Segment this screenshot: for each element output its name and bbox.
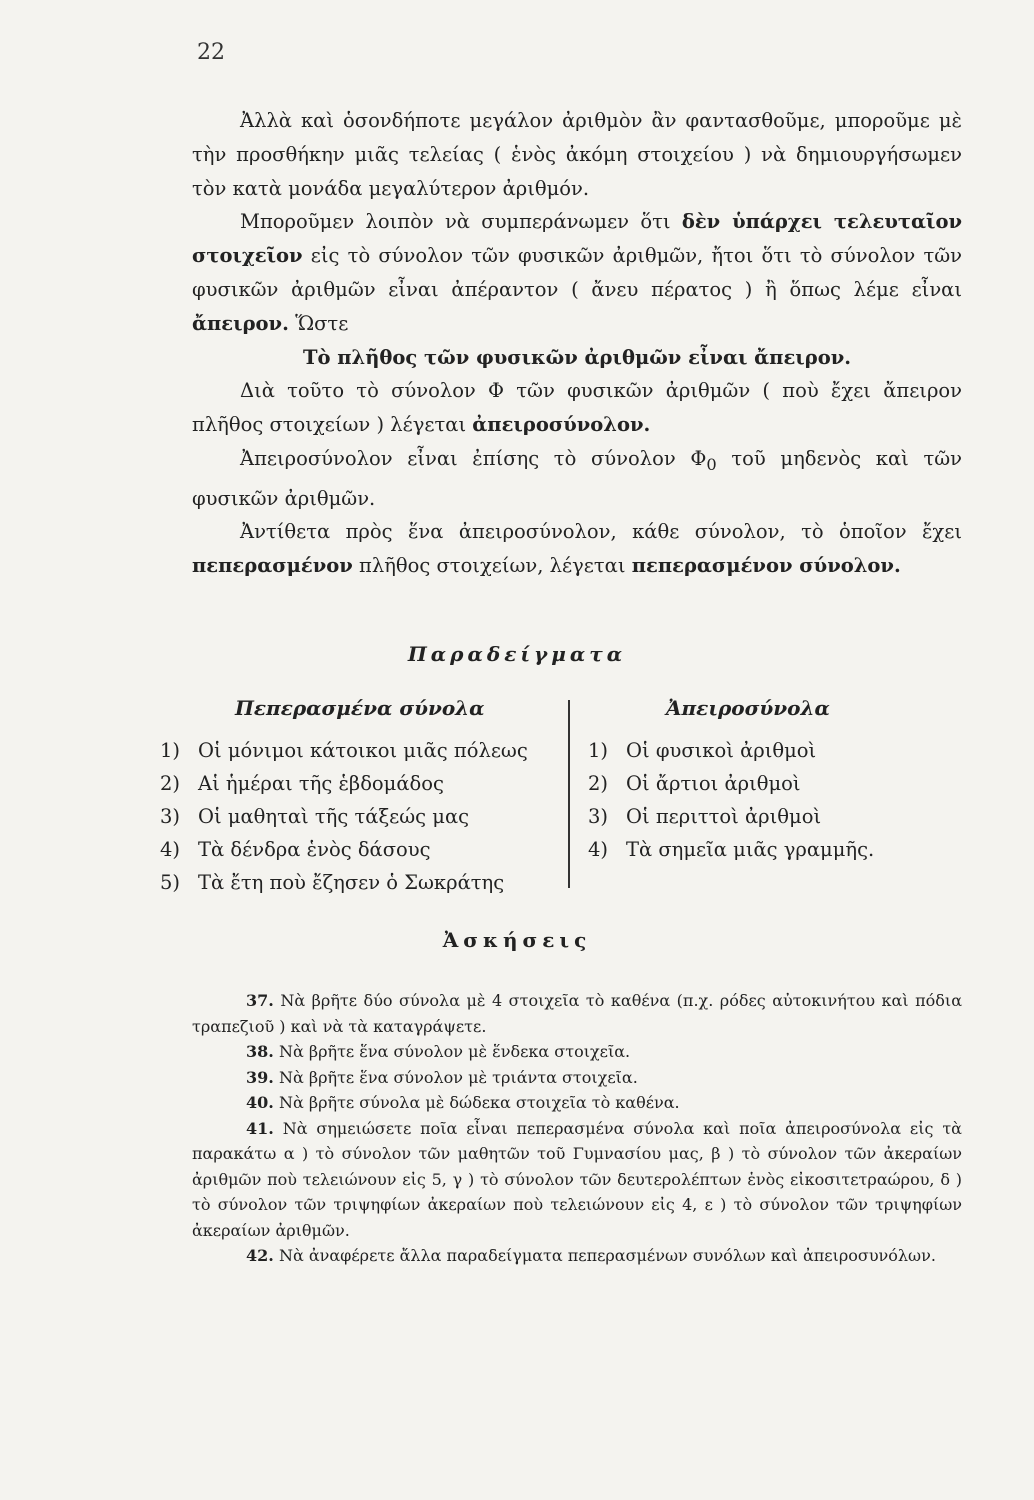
paragraph-3-statement: Τὸ πλῆθος τῶν φυσικῶν ἀριθμῶν εἶναι ἄπειρον. [302,345,852,369]
item-number: 4) [588,838,609,861]
list-item [160,734,528,767]
paragraph-1: Ἀλλὰ καὶ ὁσονδήποτε μεγάλον ἀριθμὸν ἂν φαντασθοῦμε, μποροῦμε μὲ τὴν προσθήκην μιᾶς τελείας ( ἑνὸς ἀκόμη στοιχείου ) νὰ δημιουργήσωμεν τὸν κατὰ μονάδα μεγαλύτερον ἀριθμόν. [192,109,962,200]
paragraph-5 [192,442,962,515]
p6-text-c: πλῆθος στοιχείων, λέγεται [359,554,626,578]
exercise-number: 40. [246,1093,274,1112]
exercise-item [192,1090,962,1116]
paragraph-4 [192,374,962,442]
item-number: 4) [160,838,181,861]
exercise-text: Νὰ ἀναφέρετε ἄλλα παραδείγματα πεπερασμένων συνόλων καὶ ἀπειροσυνόλων. [278,1246,936,1265]
exercise-text: Νὰ βρῆτε ἕνα σύνολον μὲ τριάντα στοιχεῖα. [278,1067,638,1087]
p2-text-a: Μποροῦμεν λοιπὸν νὰ συμπεράνωμεν ὅτι [240,210,671,234]
exercise-number: 41. [246,1118,274,1138]
p6-text-a: Ἀντίθετα πρὸς ἕνα ἀπειροσύνολον, κάθε σύνολον, τὸ ὁποῖον ἔχει [240,520,962,544]
p5-subscript: 0 [706,454,717,474]
exercise-text: Νὰ βρῆτε ἕνα σύνολον μὲ ἕνδεκα στοιχεῖα. [278,1042,631,1061]
item-text: Τὰ ἔτη ποὺ ἔζησεν ὁ Σωκράτης [198,871,505,894]
item-text: Οἱ μόνιμοι κάτοικοι μιᾶς πόλεως [198,739,528,762]
finite-sets-title: Πεπερασμένα σύνολα [235,696,485,720]
exercise-item [192,1039,962,1065]
paragraph-6 [192,515,962,583]
exercise-text: Νὰ βρῆτε σύνολα μὲ δώδεκα στοιχεῖα τὸ καθένα. [278,1093,680,1112]
item-number: 3) [588,805,609,828]
list-item [160,800,528,833]
examples-heading: Παραδείγματα [407,642,627,666]
list-item [588,800,874,833]
item-text: Οἱ ἄρτιοι ἀριθμοὶ [626,772,801,795]
item-text: Οἱ περιττοὶ ἀριθμοὶ [626,805,822,828]
p6-bold-b: πεπερασμένον [192,554,353,578]
exercise-number: 39. [246,1067,274,1087]
list-item [588,734,874,767]
item-text: Οἱ φυσικοὶ ἀριθμοὶ [626,739,817,762]
p6-bold-d: πεπερασμένον σύνολον. [631,554,901,578]
exercises-list [192,988,962,1269]
list-item [588,833,874,866]
item-text: Τὰ δένδρα ἑνὸς δάσους [198,838,431,861]
column-divider [568,700,570,888]
exercise-number: 38. [246,1042,274,1061]
exercise-item [192,1065,962,1091]
exercise-item [192,1243,962,1269]
item-text: Οἱ μαθηταὶ τῆς τάξεώς μας [198,805,470,828]
list-item [160,866,528,899]
list-item [588,767,874,800]
list-item [160,833,528,866]
p4-bold-b: ἀπειροσύνολον. [472,413,651,437]
finite-sets-list [160,734,528,899]
exercise-item [192,988,962,1039]
exercise-text: Νὰ βρῆτε δύο σύνολα μὲ 4 στοιχεῖα τὸ καθένα (π.χ. ρόδες αὐτοκινήτου καὶ πόδια τραπεζιοῦ ) καὶ νὰ τὰ καταγράψετε. [192,991,962,1036]
exercise-number: 42. [246,1246,274,1265]
item-number: 3) [160,805,181,828]
paragraph-2 [192,205,962,340]
item-number: 1) [588,739,609,762]
p2-text-c: εἰς τὸ σύνολον τῶν φυσικῶν ἀριθμῶν, ἤτοι ὅτι τὸ σύνολον τῶν φυσικῶν ἀριθμῶν εἶναι ἀπέραντον ( ἄνευ πέρατος ) ἢ ὅπως λέμε εἶναι [192,244,963,301]
item-number: 2) [588,772,609,795]
p2-bold-a: δὲν ὑπάρχει τελευταῖον στοιχεῖον [192,210,962,268]
item-number: 1) [160,739,181,762]
item-number: 2) [160,772,181,795]
p2-text-e: Ὥστε [295,311,349,335]
item-number: 5) [160,871,181,894]
main-text [192,104,962,583]
exercise-text: Νὰ σημειώσετε ποῖα εἶναι πεπερασμένα σύνολα καὶ ποῖα ἀπειροσύνολα εἰς τὰ παρακάτω α ) τὸ σύνολον τῶν μαθητῶν τοῦ Γυμνασίου μας, β ) τὸ σύνολον τῶν ἀκεραίων ἀριθμῶν ποὺ τελειώνουν εἰς 5, γ ) τὸ σύνολον τῶν δευτερολέπτων ἑνὸς εἰκοσιτετραώρου, δ ) τὸ σύνολον τῶν τριψηφίων ἀκεραίων ποὺ τελειώνουν εἰς 4, ε ) τὸ σύνολον τῶν τριψηφίων ἀκεραίων ἀριθμῶν. [192,1118,962,1240]
p5-text-a: Ἀπειροσύνολον εἶναι ἐπίσης τὸ σύνολον Φ [240,446,707,470]
exercise-number: 37. [246,991,274,1010]
item-text: Τὰ σημεῖα μιᾶς γραμμῆς. [626,838,875,861]
p4-text-a: Διὰ τοῦτο τὸ σύνολον Φ τῶν φυσικῶν ἀριθμῶν ( ποὺ ἔχει ἄπειρον πλῆθος στοιχείων ) λέγεται [192,379,962,437]
p5-text-b: τοῦ μηδενὸς καὶ τῶν φυσικῶν ἀριθμῶν. [192,446,962,510]
exercises-heading: Ἀσκήσεις [442,928,592,952]
page-number: 22 [197,40,225,65]
list-item [160,767,528,800]
p2-bold-d: ἄπειρον. [192,311,289,335]
exercise-item [192,1116,962,1244]
infinite-sets-list [588,734,874,866]
infinite-sets-title: Ἀπειροσύνολα [666,696,830,720]
item-text: Αἱ ἡμέραι τῆς ἑβδομάδος [198,772,444,795]
